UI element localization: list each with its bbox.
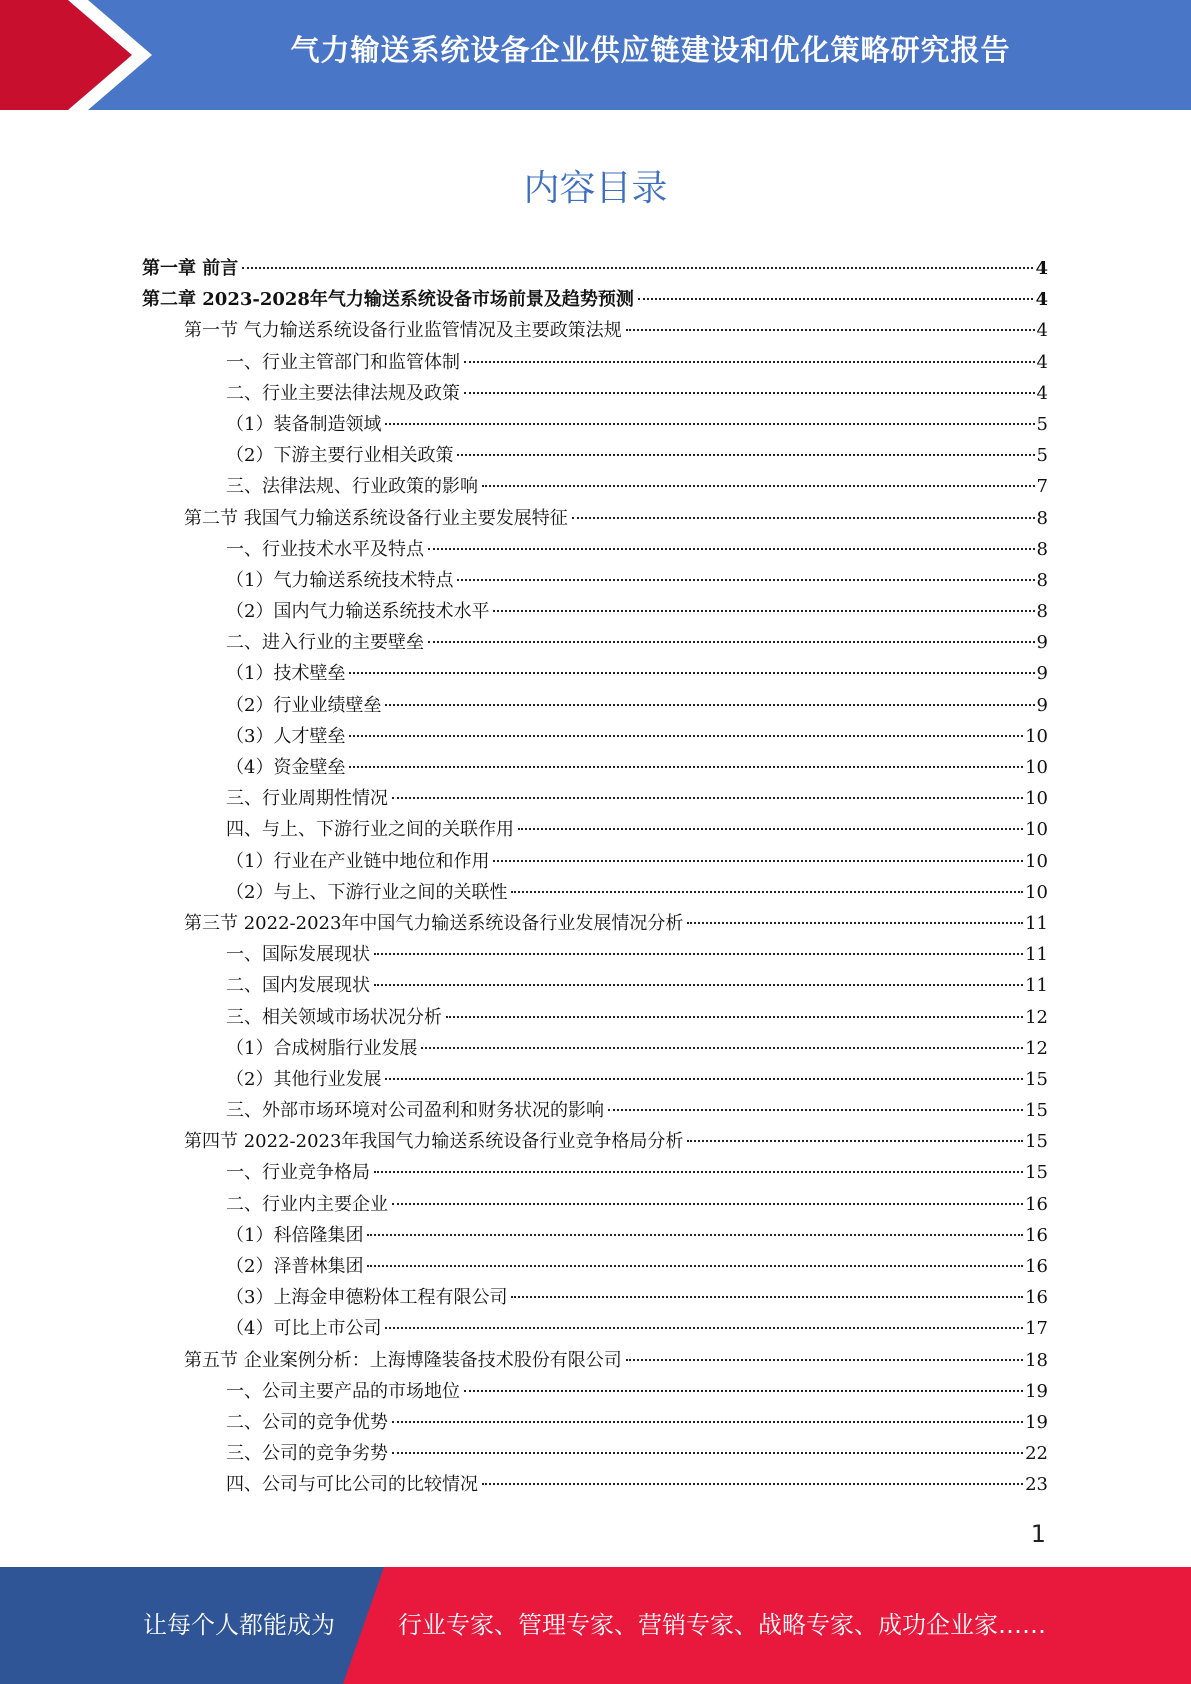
toc-entry-title: （1）行业在产业链中地位和作用 <box>226 850 490 872</box>
toc-dot-leader <box>687 1140 1023 1142</box>
toc-entry-title: 二、公司的竞争优势 <box>226 1411 388 1433</box>
toc-entry-title: 第三节 2022-2023年中国气力输送系统设备行业发展情况分析 <box>184 912 684 934</box>
toc-entry-title: （1）装备制造领域 <box>226 413 382 435</box>
toc-dot-leader <box>457 579 1034 581</box>
toc-entry[interactable] <box>142 472 1048 503</box>
toc-entry-title: （2）其他行业发展 <box>226 1068 382 1090</box>
toc-dot-leader <box>392 797 1023 799</box>
toc-entry-title: （2）国内气力输送系统技术水平 <box>226 601 490 623</box>
toc-entry-page: 16 <box>1025 1224 1048 1246</box>
toc-entry-page: 17 <box>1025 1318 1048 1340</box>
toc-entry-page: 12 <box>1025 1037 1048 1059</box>
toc-dot-leader <box>482 485 1035 487</box>
toc-entry-title: （1）合成树脂行业发展 <box>226 1037 418 1059</box>
toc-dot-leader <box>385 1327 1023 1329</box>
toc-entry-page: 4 <box>1036 351 1048 373</box>
toc-dot-leader <box>464 361 1035 363</box>
toc-dot-leader <box>511 1296 1023 1298</box>
toc-dot-leader <box>493 610 1034 612</box>
toc-entry-title: 第二节 我国气力输送系统设备行业主要发展特征 <box>184 507 568 529</box>
toc-dot-leader <box>511 891 1023 893</box>
toc-dot-leader <box>367 1265 1023 1267</box>
toc-entry[interactable] <box>142 316 1048 347</box>
toc-dot-leader <box>385 1078 1023 1080</box>
toc-dot-leader <box>374 1171 1023 1173</box>
toc-entry-page: 5 <box>1036 413 1048 435</box>
toc-entry[interactable] <box>142 847 1048 878</box>
toc-entry-page: 11 <box>1025 944 1048 966</box>
toc-entry[interactable] <box>142 691 1048 722</box>
toc-entry-page: 19 <box>1025 1380 1048 1402</box>
toc-entry-page: 9 <box>1036 694 1048 716</box>
toc-entry-page: 8 <box>1036 538 1048 560</box>
footer-slogan-right: 行业专家、管理专家、营销专家、战略专家、成功企业家…… <box>398 1611 1046 1639</box>
toc-entry-title: 三、公司的竞争劣势 <box>226 1443 388 1465</box>
toc-entry-page: 9 <box>1036 632 1048 654</box>
toc-entry[interactable] <box>142 1408 1048 1439</box>
toc-dot-leader <box>242 267 1033 269</box>
toc-entry-title: （2）泽普林集团 <box>226 1256 364 1277</box>
toc-entry-title: 一、行业主管部门和监管体制 <box>226 351 460 373</box>
toc-entry-page: 10 <box>1025 788 1048 810</box>
toc-heading: 内容目录 <box>523 168 668 209</box>
toc-entry-title: 第二章 2023-2028年气力输送系统设备市场前景及趋势预测 <box>142 289 634 311</box>
toc-dot-leader <box>392 1452 1023 1454</box>
toc-dot-leader <box>385 423 1034 425</box>
toc-entry[interactable] <box>142 659 1048 690</box>
toc-entry[interactable] <box>142 1377 1048 1408</box>
toc-entry-title: 第一节 气力输送系统设备行业监管情况及主要政策法规 <box>184 320 622 342</box>
toc-entry-title: 一、国际发展现状 <box>226 944 370 966</box>
toc-entry-page: 10 <box>1025 881 1048 903</box>
toc-entry-page: 8 <box>1036 507 1048 529</box>
toc-entry-title: （4）可比上市公司 <box>226 1318 382 1340</box>
toc-dot-leader <box>349 672 1034 674</box>
toc-entry[interactable] <box>142 1190 1048 1221</box>
toc-dot-leader <box>493 860 1023 862</box>
toc-entry-page: 15 <box>1025 1068 1048 1090</box>
toc-dot-leader <box>457 454 1034 456</box>
toc-entry[interactable] <box>142 1252 1048 1283</box>
toc-entry-page: 4 <box>1035 289 1048 311</box>
report-title: 气力输送系统设备企业供应链建设和优化策略研究报告 <box>290 33 1011 67</box>
toc-entry-page: 10 <box>1025 757 1048 778</box>
toc-entry-title: 第一章 前言 <box>142 258 239 279</box>
toc-entry[interactable] <box>142 1283 1048 1314</box>
toc-entry[interactable] <box>142 1314 1048 1345</box>
toc-entry[interactable] <box>142 504 1048 535</box>
toc-entry-page: 19 <box>1025 1411 1048 1433</box>
toc-entry-page: 18 <box>1025 1349 1048 1371</box>
toc-dot-leader <box>428 641 1035 643</box>
toc-entry-title: （1）技术壁垒 <box>226 663 346 685</box>
toc-entry[interactable] <box>142 566 1048 597</box>
toc-entry-page: 15 <box>1025 1162 1048 1184</box>
toc-entry[interactable] <box>142 815 1048 846</box>
toc-entry[interactable] <box>142 348 1048 379</box>
toc-entry[interactable] <box>142 878 1048 909</box>
toc-dot-leader <box>572 517 1035 519</box>
toc-entry-title: （3）上海金申德粉体工程有限公司 <box>226 1287 508 1309</box>
toc-dot-leader <box>482 1483 1023 1485</box>
toc-entry-page: 16 <box>1025 1287 1048 1309</box>
toc-entry-title: 一、行业技术水平及特点 <box>226 538 424 560</box>
toc-dot-leader <box>464 392 1035 394</box>
toc-entry-page: 4 <box>1035 258 1048 279</box>
toc-entry-title: （2）行业业绩壁垒 <box>226 694 382 716</box>
toc-entry-page: 8 <box>1036 601 1048 623</box>
toc-dot-leader <box>374 953 1023 955</box>
toc-entry-title: 四、公司与可比公司的比较情况 <box>226 1474 478 1496</box>
toc-dot-leader <box>385 704 1034 706</box>
toc-entry-page: 10 <box>1025 850 1048 872</box>
toc-entry-title: 第四节 2022-2023年我国气力输送系统设备行业竞争格局分析 <box>184 1131 684 1153</box>
toc-dot-leader <box>638 298 1034 300</box>
header-band <box>0 0 1191 110</box>
toc-entry-page: 9 <box>1036 663 1048 685</box>
toc-entry-title: 三、行业周期性情况 <box>226 788 388 810</box>
toc-entry-page: 11 <box>1025 912 1048 934</box>
toc-entry-title: 三、相关领域市场状况分析 <box>226 1006 442 1028</box>
toc-entry[interactable] <box>142 254 1048 285</box>
toc-dot-leader <box>374 984 1023 986</box>
toc-entry-title: 一、行业竞争格局 <box>226 1162 370 1184</box>
toc-entry-title: （2）下游主要行业相关政策 <box>226 445 454 467</box>
toc-entry-page: 12 <box>1025 1006 1048 1028</box>
toc-entry[interactable] <box>142 1221 1048 1252</box>
toc-entry[interactable] <box>142 1470 1048 1501</box>
toc-dot-leader <box>428 548 1035 550</box>
toc-entry-title: 二、行业主要法律法规及政策 <box>226 382 460 404</box>
toc-entry[interactable] <box>142 1127 1048 1158</box>
toc-dot-leader <box>349 735 1023 737</box>
toc-entry[interactable] <box>142 909 1048 940</box>
toc-entry[interactable] <box>142 722 1048 753</box>
toc-entry-page: 8 <box>1036 569 1048 591</box>
toc-dot-leader <box>626 1359 1023 1361</box>
toc-entry[interactable] <box>142 1003 1048 1034</box>
toc-entry-page: 4 <box>1036 320 1048 342</box>
toc-entry[interactable] <box>142 379 1048 410</box>
toc-entry-page: 16 <box>1025 1256 1048 1277</box>
footer-slogan-left: 让每个人都能成为 <box>143 1611 335 1639</box>
toc-entry-title: 一、公司主要产品的市场地位 <box>226 1380 460 1402</box>
toc-entry[interactable] <box>142 1158 1048 1189</box>
footer-band <box>0 1567 1191 1684</box>
toc-entry[interactable] <box>142 597 1048 628</box>
toc-dot-leader <box>518 828 1023 830</box>
toc-dot-leader <box>392 1421 1023 1423</box>
toc-dot-leader <box>687 922 1023 924</box>
toc-dot-leader <box>464 1390 1023 1392</box>
toc-entry[interactable] <box>142 971 1048 1002</box>
toc-entry[interactable] <box>142 285 1048 316</box>
toc-entry[interactable] <box>142 1439 1048 1470</box>
toc-dot-leader <box>446 1016 1023 1018</box>
page-number: 1 <box>1030 1520 1046 1548</box>
toc-entry-page: 23 <box>1025 1474 1048 1496</box>
toc-dot-leader <box>349 766 1023 768</box>
toc-entry[interactable] <box>142 1096 1048 1127</box>
toc-entry-title: （1）气力输送系统技术特点 <box>226 569 454 591</box>
toc-entry-title: 二、进入行业的主要壁垒 <box>226 632 424 654</box>
toc-entry-page: 15 <box>1025 1100 1048 1122</box>
toc-dot-leader <box>392 1203 1023 1205</box>
toc-dot-leader <box>367 1234 1023 1236</box>
toc-entry-page: 10 <box>1025 819 1048 841</box>
toc-entry-page: 22 <box>1025 1443 1048 1465</box>
toc-entry[interactable] <box>142 410 1048 441</box>
table-of-contents <box>142 254 1048 1502</box>
toc-dot-leader <box>608 1109 1023 1111</box>
toc-entry-title: （2）与上、下游行业之间的关联性 <box>226 881 508 903</box>
toc-entry[interactable] <box>142 753 1048 784</box>
toc-entry-title: 二、国内发展现状 <box>226 975 370 997</box>
toc-entry-title: 三、法律法规、行业政策的影响 <box>226 476 478 498</box>
toc-entry[interactable] <box>142 441 1048 472</box>
toc-entry-title: 三、外部市场环境对公司盈利和财务状况的影响 <box>226 1100 604 1122</box>
toc-dot-leader <box>421 1047 1023 1049</box>
toc-entry-page: 4 <box>1036 382 1048 404</box>
toc-entry-page: 11 <box>1025 975 1048 997</box>
toc-entry-title: 二、行业内主要企业 <box>226 1193 388 1215</box>
toc-entry-title: （3）人才壁垒 <box>226 725 346 747</box>
toc-entry-page: 16 <box>1025 1193 1048 1215</box>
toc-entry-page: 7 <box>1036 476 1048 498</box>
toc-entry-title: 四、与上、下游行业之间的关联作用 <box>226 819 514 841</box>
toc-entry-page: 15 <box>1025 1131 1048 1153</box>
toc-entry[interactable] <box>142 1034 1048 1065</box>
toc-entry-page: 10 <box>1025 725 1048 747</box>
toc-entry-title: （1）科倍隆集团 <box>226 1224 364 1246</box>
toc-entry-page: 5 <box>1036 445 1048 467</box>
toc-entry[interactable] <box>142 535 1048 566</box>
chevron-decoration-icon <box>0 0 160 110</box>
toc-entry-title: 第五节 企业案例分析：上海博隆装备技术股份有限公司 <box>184 1349 622 1371</box>
toc-entry[interactable] <box>142 940 1048 971</box>
toc-entry-title: （4）资金壁垒 <box>226 757 346 778</box>
toc-dot-leader <box>626 329 1035 331</box>
toc-entry[interactable] <box>142 628 1048 659</box>
toc-entry[interactable] <box>142 1065 1048 1096</box>
toc-entry[interactable] <box>142 1346 1048 1377</box>
toc-entry[interactable] <box>142 784 1048 815</box>
